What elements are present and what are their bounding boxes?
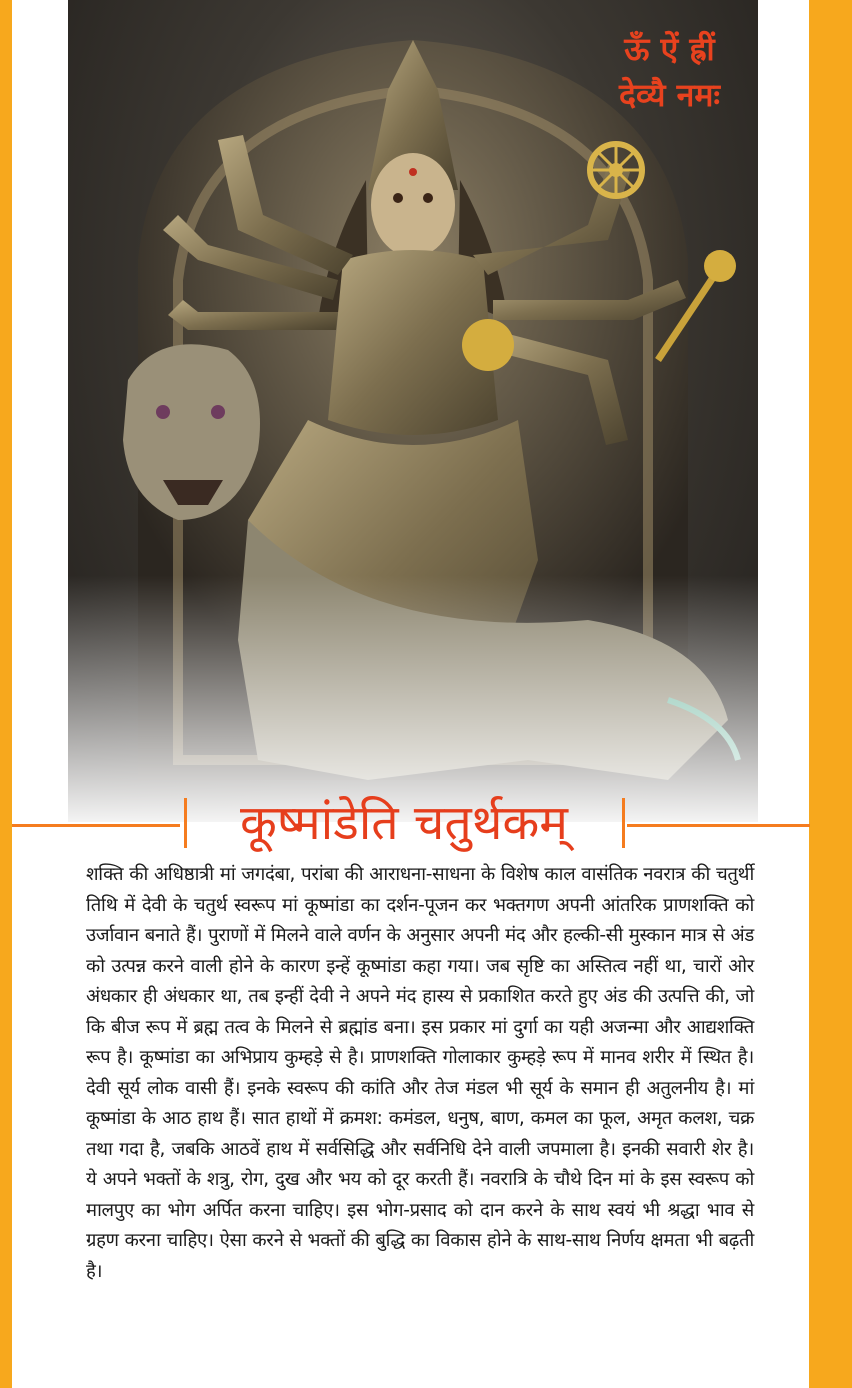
goddess-idol-photo (68, 0, 758, 822)
mantra-text (619, 26, 720, 118)
article-body: शक्ति की अधिष्ठात्री मां जगदंबा, परांबा की आराधना-साधना के विशेष काल वासंतिक नवरात्र की चतुर्थी तिथि में देवी के चतुर्थ स्वरूप मां कूष्मांडा का दर्शन-पूजन कर भक्तगण अपनी आंतरिक प्राणशक्ति को उर्जावान बनाते हैं। पुराणों में मिलने वाले वर्णन के अनुसार अपनी मंद और हल्की-सी मुस्कान मात्र से अंड को उत्पन्न करने वाली होने के कारण इन्हें कूष्मांडा कहा गया। जब सृष्टि का अस्तित्व नहीं था, चारों ओर अंधकार ही अंधकार था, तब इन्हीं देवी ने अपने मंद हास्य से प्रकाशित करते हुए अंड की उत्पत्ति की, जो कि बीज रूप में ब्रह्म तत्व के मिलने से ब्रह्मांड बना। इस प्रकार मां दुर्गा का यही अजन्मा और आद्यशक्ति रूप है। कूष्मांडा का अभिप्राय कुम्हड़े से है। प्राणशक्ति गोलाकार कुम्हड़े रूप में मानव शरीर में स्थित है। देवी सूर्य लोक वासी हैं। इनके स्वरूप की कांति और तेज मंडल भी सूर्य के समान ही अतुलनीय है। मां कूष्मांडा के आठ हाथ हैं। सात हाथों में क्रमश: कमंडल, धनुष, बाण, कमल का फूल, अमृत कलश, चक्र तथा गदा है, जबकि आठवें हाथ में सर्वसिद्धि और सर्वनिधि देने वाली जपमाला है। इनकी सवारी शेर है। ये अपने भक्तों के शत्रु, रोग, दुख और भय को दूर करती हैं। नवरात्रि के चौथे दिन मां के इस स्वरूप को मालपुए का भोग अर्पित करना चाहिए। इस भोग-प्रसाद को दान करने के साथ स्वयं भी श्रद्धा भाव से ग्रहण करना चाहिए। ऐसा करने से भक्तों की बुद्धि का विकास होने के साथ-साथ निर्णय क्षमता भी बढ़ती है। (86, 864, 754, 1282)
article-title: कूष्मांडेति चतुर्थकम् (240, 795, 568, 851)
right-border (809, 0, 852, 1388)
idol-illustration (68, 0, 758, 822)
mantra-line-1: ऊँ ऐं ह्रीं (624, 30, 715, 68)
left-border (0, 0, 12, 1388)
mantra-line-2: देव्यै नमः (619, 76, 720, 114)
title-bracket-right (622, 798, 625, 848)
title-bracket-left (184, 798, 187, 848)
title-rule-left (12, 824, 180, 827)
title-rule-right (627, 824, 810, 827)
